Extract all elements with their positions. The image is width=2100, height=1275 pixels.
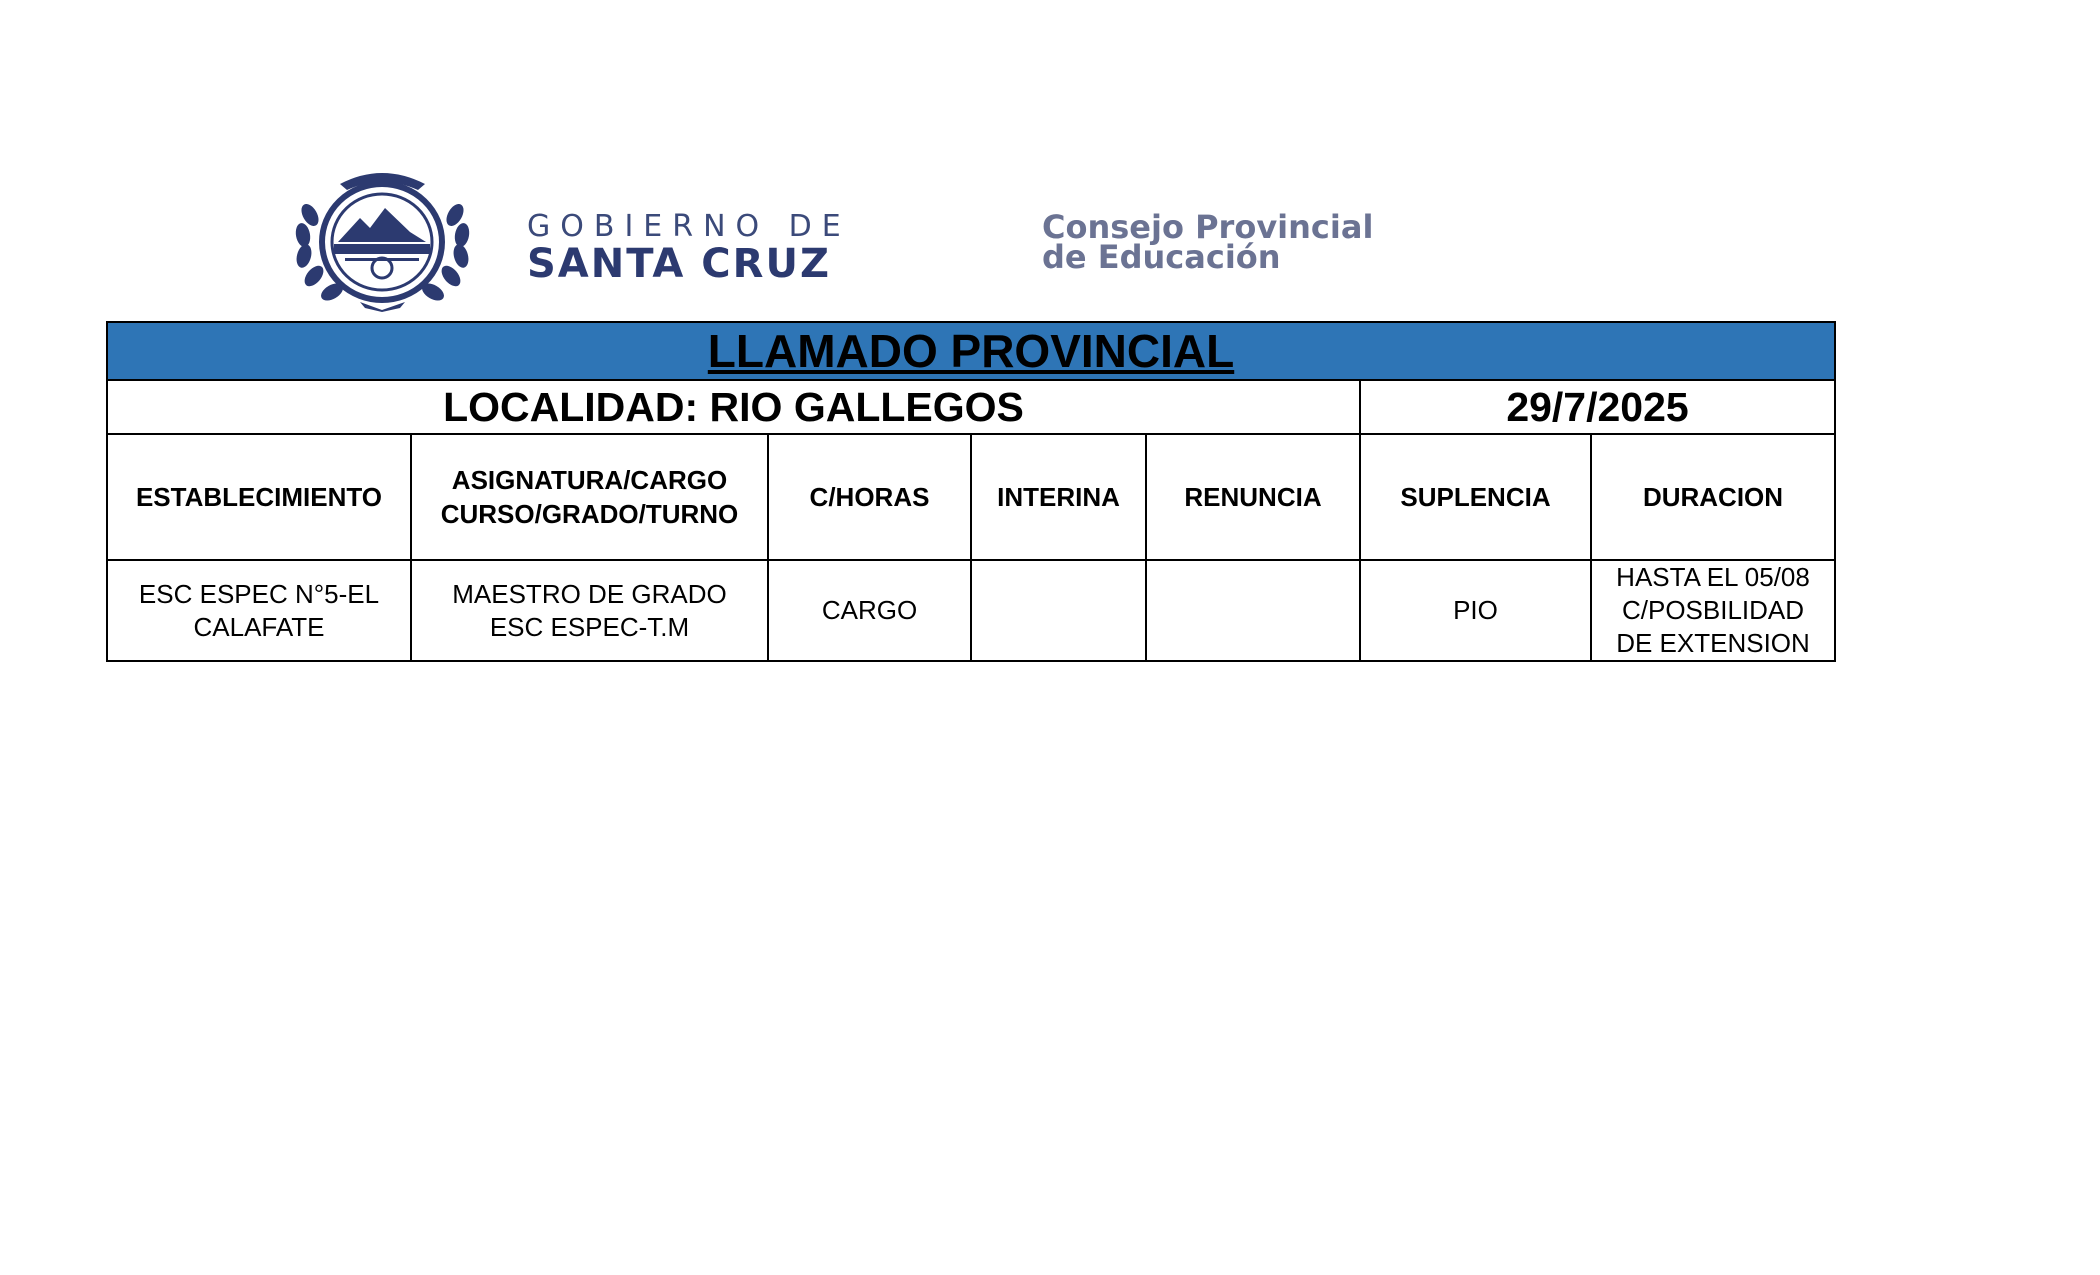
cell-asignatura-line2: ESC ESPEC-T.M	[489, 611, 690, 642]
cell-renuncia	[1146, 560, 1360, 661]
header-asignatura-line1: ASIGNATURA/CARGO	[451, 465, 728, 495]
cell-asignatura	[411, 560, 768, 661]
header-suplencia: SUPLENCIA	[1360, 434, 1591, 560]
title-cell	[107, 322, 1835, 380]
cell-establecimiento-line2: CALAFATE	[193, 611, 325, 642]
council-line1: Consejo Provincial	[1042, 208, 1374, 246]
header-asignatura-line2: CURSO/GRADO/TURNO	[440, 499, 739, 529]
cell-duracion-line3: DE EXTENSION	[1616, 628, 1810, 658]
date-cell: 29/7/2025	[1360, 380, 1835, 434]
call-table	[106, 321, 1836, 662]
cell-choras: CARGO	[768, 560, 971, 661]
locality-row	[107, 380, 1835, 434]
cell-establecimiento	[107, 560, 411, 661]
header-asignatura	[411, 434, 768, 560]
cell-suplencia: PIO	[1360, 560, 1591, 661]
letterhead	[290, 170, 1490, 320]
header-choras: C/HORAS	[768, 434, 971, 560]
cell-interina	[971, 560, 1146, 661]
council-line2: de Educación	[1042, 238, 1281, 276]
cell-duracion-line1: HASTA EL 05/08	[1616, 562, 1810, 592]
title-row	[107, 322, 1835, 380]
gov-line2: SANTA CRUZ	[527, 241, 831, 287]
page-title: LLAMADO PROVINCIAL	[707, 325, 1235, 377]
gov-line1: GOBIERNO DE	[527, 209, 851, 244]
government-wordmark	[527, 209, 851, 287]
cell-duracion-line2: C/POSBILIDAD	[1621, 595, 1805, 625]
cell-duracion	[1591, 560, 1835, 661]
header-duracion: DURACION	[1591, 434, 1835, 560]
cell-asignatura-line1: MAESTRO DE GRADO	[452, 578, 727, 609]
cell-establecimiento-line1: ESC ESPEC N°5-EL	[138, 578, 380, 609]
header-renuncia: RENUNCIA	[1146, 434, 1360, 560]
locality-cell: LOCALIDAD: RIO GALLEGOS	[107, 380, 1360, 434]
header-interina: INTERINA	[971, 434, 1146, 560]
table-header-row	[107, 434, 1835, 560]
santa-cruz-crest-icon	[290, 170, 475, 312]
header-establecimiento: ESTABLECIMIENTO	[107, 434, 411, 560]
table-row	[107, 560, 1835, 661]
council-wordmark	[1042, 208, 1374, 276]
